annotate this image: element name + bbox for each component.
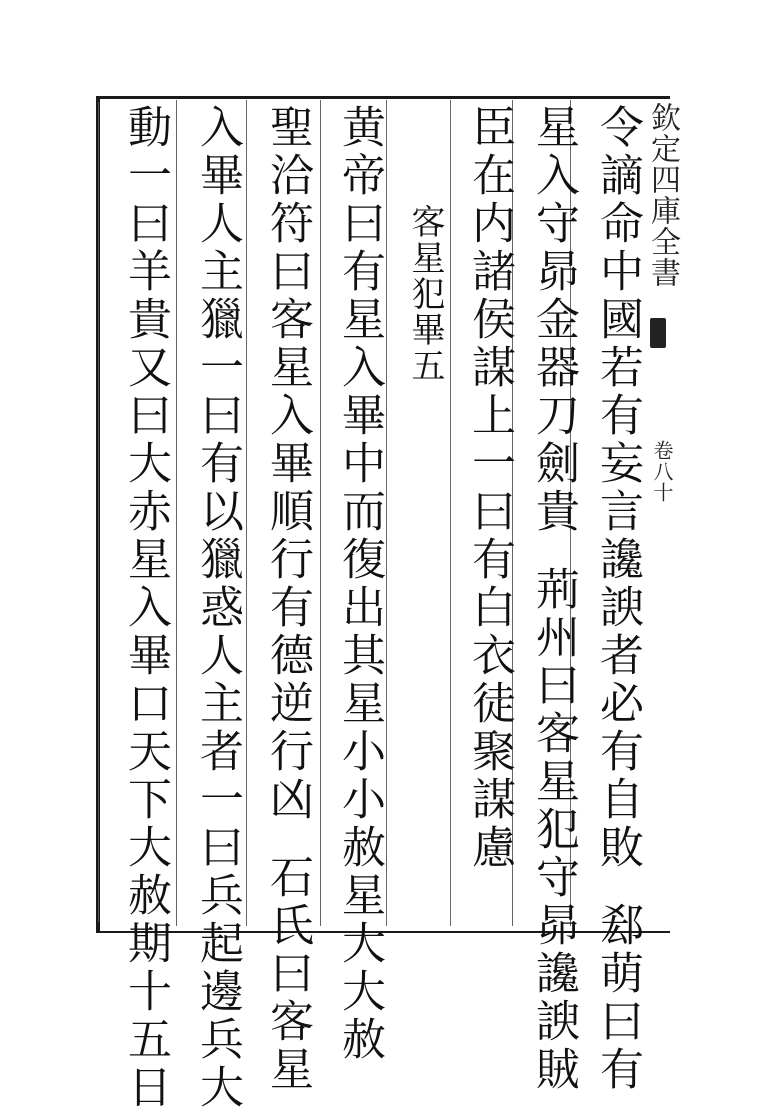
column-text: 入畢人主獵一曰有以獵惑人主者一曰兵起邊兵大: [192, 104, 243, 1112]
book-title: 欽定四庫全書: [645, 102, 680, 288]
text-column-3: [460, 104, 518, 872]
column-text: 黄帝曰有星入畢中而復出其星小小赦星大大赦: [334, 104, 385, 1064]
column-text: 聖洽符曰客星入畢順行有德逆行凶: [262, 104, 313, 824]
column-text: 動一曰羊貴又曰大赤星入畢口天下大赦期十五日: [120, 104, 171, 1112]
heading-text: 客星犯畢五: [405, 204, 445, 384]
text-column-7: [188, 104, 246, 1112]
text-column-6: [258, 104, 316, 1094]
text-column-5: [330, 104, 388, 1064]
column-rule: [320, 100, 321, 926]
column-text: 臣在内諸侯謀上一曰有白衣徒聚謀慮: [464, 104, 515, 872]
column-text: 令謫命中國若有妄言讒諛者必有自敗: [592, 104, 643, 872]
column-rule: [246, 100, 247, 926]
text-column-2: [524, 104, 582, 1094]
column-tail: 郄萌曰有: [592, 902, 643, 1094]
section-heading: [396, 104, 454, 384]
juan-number: 卷八十: [650, 440, 674, 503]
column-rule: [176, 100, 177, 926]
text-column-1: [588, 104, 646, 1094]
column-tail: 荊州曰客星犯守昴讒諛賊: [528, 566, 579, 1094]
column-text: 星入守昴金器刀劍貴: [528, 104, 579, 536]
text-column-8: [116, 104, 174, 1112]
column-tail: 石氏曰客星: [262, 854, 313, 1094]
seal-mark: [650, 318, 666, 348]
